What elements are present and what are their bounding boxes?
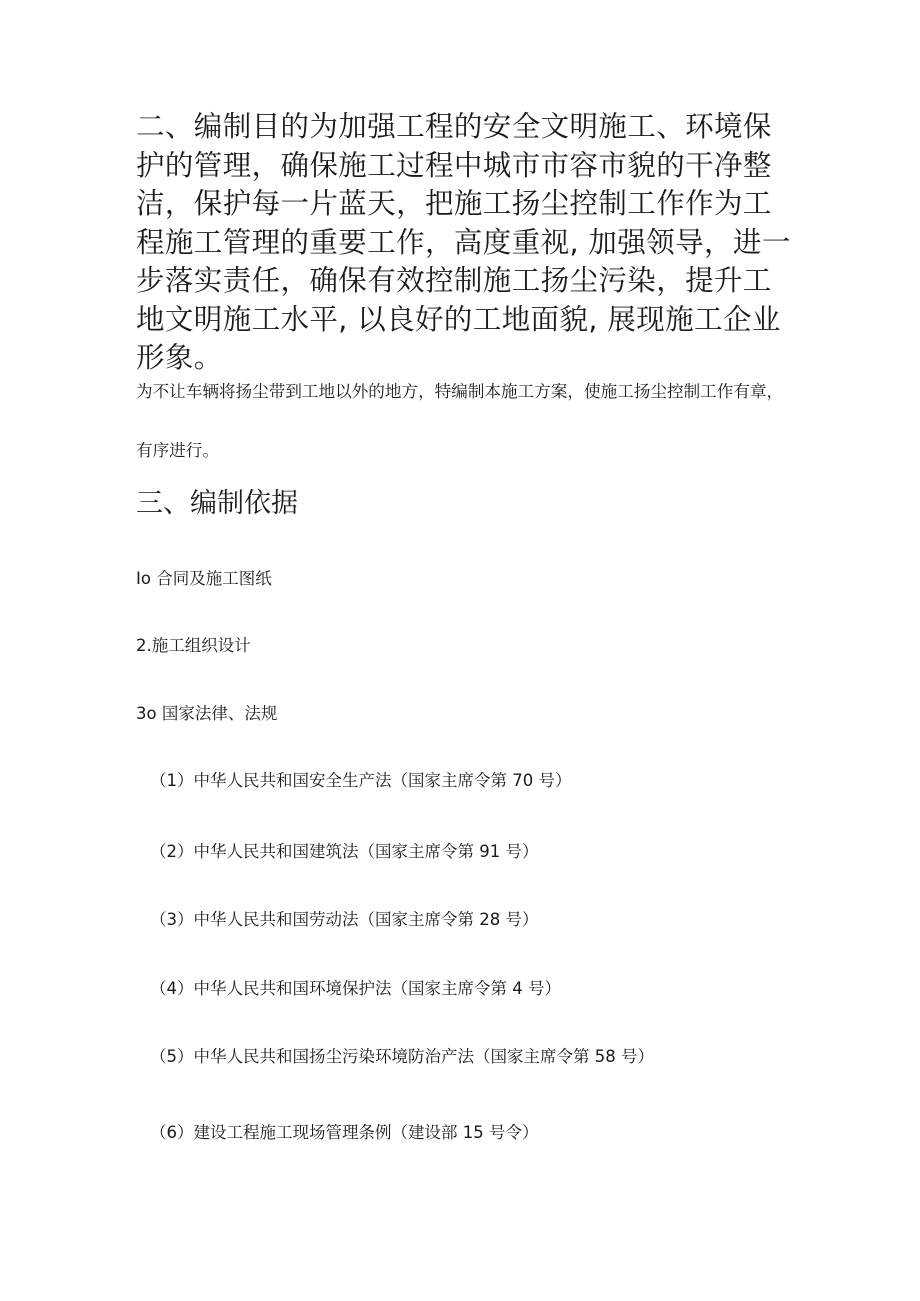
law-item-site-management: （6）建设工程施工现场管理条例（建设部 15 号令） — [150, 1123, 539, 1142]
law-item-labor-law: （3）中华人民共和国劳动法（国家主席令第 28 号） — [150, 910, 539, 929]
basis-item-contract: Io 合同及施工图纸 — [136, 569, 272, 588]
basis-item-construction-design: 2.施工组织设计 — [136, 636, 251, 655]
section-heading-basis: 三、编制依据 — [136, 488, 298, 519]
law-item-safety-production: （1）中华人民共和国安全生产法（国家主席令第 70 号） — [150, 771, 572, 790]
purpose-paragraph: 二、编制目的为加强工程的安全文明施工、环境保护的管理，确保施工过程中城市市容市貌的干净整洁，保护每一片蓝天，把施工扬尘控制工作作为工程施工管理的重要工作，高度重视, 加强领导，进一步落实责任，确保有效控制施工扬尘污染，提升工地文明施工水平, 以良好的工地面貌, 展现施工企业形象。 — [136, 110, 791, 374]
law-item-construction-law: （2）中华人民共和国建筑法（国家主席令第 91 号） — [150, 842, 539, 861]
purpose-note: 为不让车辆将扬尘带到工地以外的地方，特编制本施工方案，使施工扬尘控制工作有章，有序进行。 — [136, 382, 784, 460]
basis-item-laws: 3o 国家法律、法规 — [136, 704, 278, 723]
law-item-environment-law: （4）中华人民共和国环境保护法（国家主席令第 4 号） — [150, 979, 561, 998]
law-item-dust-pollution-law: （5）中华人民共和国扬尘污染环境防治产法（国家主席令第 58 号） — [150, 1047, 654, 1066]
